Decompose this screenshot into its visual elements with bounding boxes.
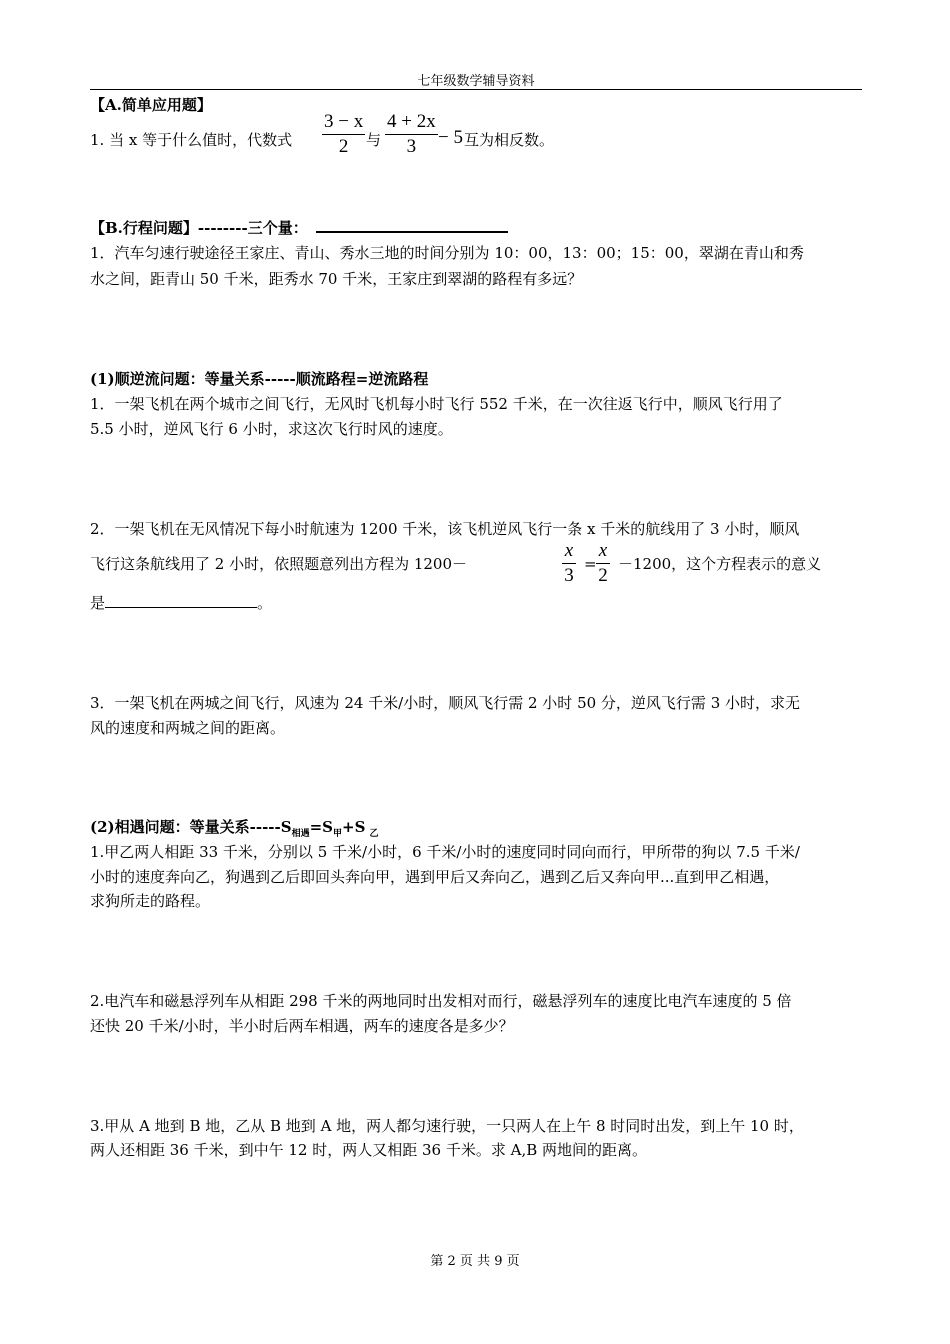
part2-sub-meet: 相遇 [291,829,310,839]
part1-q2-line3-pre: 是 [90,594,106,612]
part2-heading-mid2: +S [342,818,366,836]
part1-q2-line3 [90,590,272,616]
part1-q2-line3-post: 。 [257,594,273,612]
part2-sub-yi: 乙 [369,829,379,839]
q2-fraction-1-bar [562,563,576,564]
part2-heading-mid1: =S [309,818,334,836]
fraction-2-bar [385,134,438,135]
q2-fraction-2-bar [596,563,610,564]
part2-heading-pre: (2)相遇问题：等量关系-----S [90,818,292,836]
part1-q1-line2: 5.5 小时，逆风飞行 6 小时，求这次飞行时风的速度。 [90,420,453,438]
part1-q2-line1: 2．一架飞机在无风情况下每小时航速为 1200 千米，该飞机逆风飞行一条 x 千米的航线用了 3 小时，顺风 [90,520,800,538]
part1-q3-line1: 3．一架飞机在两城之间飞行，风速为 24 千米/小时，顺风飞行需 2 小时 50 分，逆风飞行需 3 小时，求无 [90,694,801,712]
q2-fraction-2-denominator: 2 [598,565,608,586]
section-b-heading-row [90,215,508,241]
header-rule [90,89,862,90]
section-b-q1-line2: 水之间，距青山 50 千米，距秀水 70 千米，王家庄到翠湖的路程有多远？ [90,270,583,288]
fraction-2-numerator: 4 + 2x [387,111,436,132]
q2-fraction-1-denominator: 3 [564,565,574,586]
page-footer: 第 2 页 共 9 页 [430,1254,520,1269]
page-header: 七年级数学辅导资料 [417,74,535,89]
section-a-q1-mid: 与 [366,131,382,149]
part2-q1-line3: 求狗所走的路程。 [90,892,211,910]
fraction-1-denominator: 2 [338,136,349,157]
part1-q2-line2-post: －1200，这个方程表示的意义 [618,555,822,573]
part1-q2-line2-pre: 飞行这条航线用了 2 小时，依照题意列出方程为 1200－ [90,555,468,573]
part2-q3-line2: 两人还相距 36 千米，到中午 12 时，两人又相距 36 千米。求 A,B 两地间的距离。 [90,1141,648,1159]
meaning-answer-blank [105,591,257,608]
fraction-2-denominator: 3 [406,136,417,157]
part2-q1-line2: 小时的速度奔向乙，狗遇到乙后即回头奔向甲，遇到甲后又奔向乙，遇到乙后又奔向甲...直到甲乙相遇， [90,868,780,886]
section-b-heading: 【B.行程问题】--------三个量： [90,219,308,237]
part1-q3-line2: 风的速度和两城之间的距离。 [90,719,286,737]
part1-q1-line1: 1．一架飞机在两个城市之间飞行，无风时飞机每小时飞行 552 千米，在一次往返飞行中，顺风飞行用了 [90,395,783,413]
fraction-2 [385,111,438,158]
fraction-1-numerator: 3 − x [324,111,364,132]
part2-q2-line2: 还快 20 千米/小时，半小时后两车相遇，两车的速度各是多少？ [90,1017,514,1035]
part2-sub-jia: 甲 [333,829,343,839]
section-a-q1-pre: 1. 当 x 等于什么值时，代数式 [90,131,293,149]
section-a-q1-tail: − 5 [438,127,463,148]
q2-fraction-2-numerator: x [598,540,608,561]
part2-q1-line1: 1.甲乙两人相距 33 千米，分别以 5 千米/小时，6 千米/小时的速度同时同向而行，甲所带的狗以 7.5 千米/ [90,843,800,861]
part2-q2-line1: 2.电汽车和磁悬浮列车从相距 298 千米的两地同时出发相对而行，磁悬浮列车的速度比电汽车速度的 5 倍 [90,992,792,1010]
three-quantities-blank [316,231,508,233]
q2-fraction-1 [562,540,576,587]
q2-fraction-1-numerator: x [564,540,574,561]
section-a-q1-post: 互为相反数。 [464,131,555,149]
part1-heading: (1)顺逆流问题：等量关系-----顺流路程=逆流路程 [90,370,429,388]
q2-fraction-2 [596,540,610,587]
section-a-heading: 【A.简单应用题】 [90,96,212,114]
fraction-1 [322,111,365,158]
fraction-1-bar [322,134,365,135]
part2-q3-line1: 3.甲从 A 地到 B 地，乙从 B 地到 A 地，两人都匀速行驶，一只两人在上午 8 时同时出发，到上午 10 时， [90,1117,804,1135]
part1-q2-equals: = [584,555,597,573]
section-b-q1-line1: 1．汽车匀速行驶途径王家庄、青山、秀水三地的时间分别为 10：00，13：00；15：00，翠湖在青山和秀 [90,244,804,262]
